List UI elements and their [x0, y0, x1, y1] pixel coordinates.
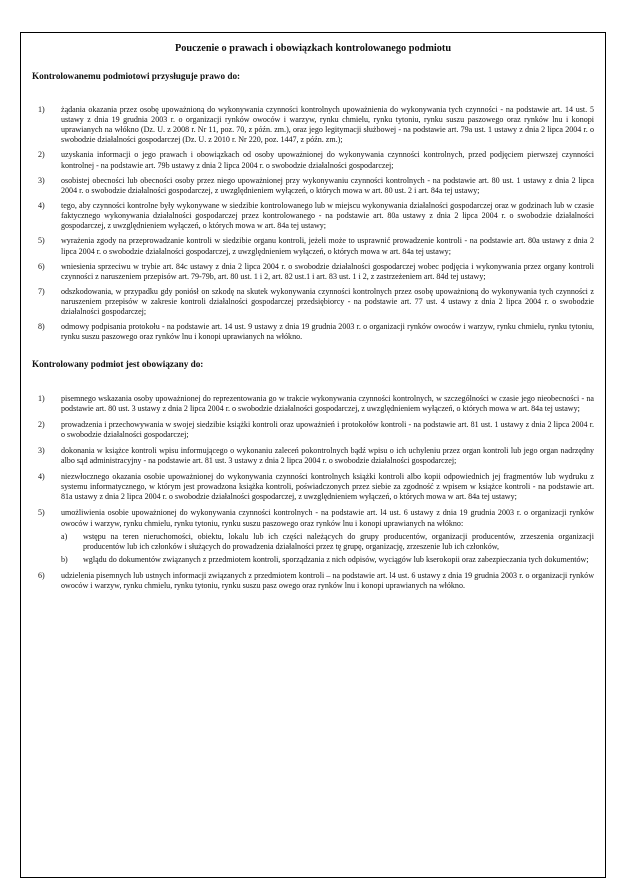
item-text: umożliwienia osobie upoważnionej do wykonywania czynności kontrolnych - na podstawie art. l4 ust. 6 ustawy z dnia 19 grudnia 2003 r. o organizacji rynków owoców i warzyw, rynku chmielu, rynku tytoniu, rynku suszu paszowego oraz rynków lnu i konopi uprawianych na włókno:	[61, 508, 594, 528]
item-number: 6)	[38, 570, 45, 580]
duties-item	[21, 508, 605, 565]
item-text: tego, aby czynności kontrolne były wykonywane w siedzibie kontrolowanego lub w miejscu wykonywania działalności gospodarczej oraz w godzinach lub w czasie faktycznego wykonywania działalności gospodarczej przez kontrolowanego - na podstawie art. 80a ustawy z dnia 2 lipca 2004 r. o swobodzie działalności gospodarczej, z uwzględnieniem wyłączeń, o których mowa w art. 84a tej ustawy;	[61, 201, 594, 231]
item-number: 3)	[38, 445, 45, 455]
item-text: wniesienia sprzeciwu w trybie art. 84c ustawy z dnia 2 lipca 2004 r. o swobodzie działalności gospodarczej wobec podjęcia i wykonywania przez organy kontroli czynności z naruszeniem przepisów art. 79-79b, art. 80 ust. 1 i 2, art. 82 ust.1 i art. 83 ust. 1 i 2, z zastrzeżeniem art. 84d tej ustawy;	[61, 261, 594, 281]
item-number: 5)	[38, 508, 45, 518]
item-text: wyrażenia zgody na przeprowadzanie kontroli w siedzibie organu kontroli, jeżeli może to usprawnić prowadzenie kontroli - na podstawie art. 80a ustawy z dnia 2 lipca 2004 r. o swobodzie działalności gospodarczej, z uwzględnieniem wyłączeń, o których mowa w art. 84a tej ustawy;	[61, 236, 594, 256]
item-text: żądania okazania przez osobę upoważnioną do wykonywania czynności kontrolnych upoważnienia do wykonywania tych czynności - na podstawie art. 14 ust. 5 ustawy z dnia 19 grudnia 2003 r. o organizacji rynków owoców i warzyw, rynku chmielu, rynku tytoniu, rynku suszu paszowego oraz rynków lnu i konopi uprawianych na włókno (Dz. U. z 2008 r. Nr 11, poz. 70, z późn. zm.), oraz jego legitymacji służbowej - na podstawie art. 79a ust. 1 ustawy z dnia 2 lipca 2004 r. o swobodzie działalności gospodarczej (Dz. U. z 2010 r. Nr 220, poz. 1447, z późn. zm.);	[61, 105, 594, 145]
item-text: prowadzenia i przechowywania w swojej siedzibie książki kontroli oraz upoważnień i protokołów kontroli - na podstawie art. 81 ust. 1 ustawy z dnia 2 lipca 2004 r. o swobodzie działalności gospodarczej;	[61, 419, 594, 439]
document-title: Pouczenie o prawach i obowiązkach kontrolowanego podmiotu	[174, 43, 452, 54]
rights-item	[21, 201, 605, 231]
item-text: udzielenia pisemnych lub ustnych informacji związanych z przedmiotem kontroli – na podstawie art. l4 ust. 6 ustawy z dnia 19 grudnia 2003 r. o organizacji rynków owoców i warzyw, rynku chmielu, rynku tytoniu, rynku suszu pasz owego oraz rynków lnu i konopi uprawianych na włókno.	[61, 570, 594, 591]
rights-item	[21, 176, 605, 196]
item-text: odmowy podpisania protokołu - na podstawie art. 14 ust. 9 ustawy z dnia 19 grudnia 2003 r. o organizacji rynków owoców i warzyw, rynku chmielu, rynku tytoniu, rynku suszu paszowego oraz rynków lnu i konopi uprawianych na włókno.	[61, 322, 594, 342]
document-frame	[20, 32, 606, 878]
duties-heading: Kontrolowany podmiot jest obowiązany do:	[32, 358, 204, 369]
item-text: odszkodowania, w przypadku gdy poniósł on szkodę na skutek wykonywania czynności kontrolnych przez osobę upoważnioną do wykonywania tych czynności z naruszeniem przepisów w zakresie kontroli działalności gospodarczej przedsiębiorcy - na podstawie art. 77 ust. 4 ustawy z dnia 2 lipca 2004 r. o swobodzie działalności gospodarczej;	[61, 286, 594, 317]
duties-item	[21, 394, 605, 415]
duties-item	[21, 571, 605, 592]
duties-sublist	[61, 532, 594, 566]
item-number: 1)	[38, 105, 45, 114]
rights-item	[21, 287, 605, 317]
rights-item	[21, 105, 605, 145]
item-number: 5)	[38, 236, 45, 246]
subitem-letter: a)	[61, 531, 68, 541]
subitem-text: wglądu do dokumentów związanych z przedmiotem kontroli, sporządzania z nich odpisów, wyciągów lub kserokopii oraz zabezpieczania tych dokumentów;	[83, 555, 589, 565]
item-number: 2)	[38, 419, 45, 429]
subitem-letter: b)	[61, 555, 68, 565]
duties-item	[21, 446, 605, 467]
item-text: osobistej obecności lub obecności osoby przez niego upoważnionej przy wykonywaniu czynności kontrolnych - na podstawie art. 80 ust. 1 ustawy z dnia 2 lipca 2004 r. o swobodzie działalności gospodarczej, z uwzględnieniem wyłączeń, o których mowa w art. 80 ust. 2 i art. 84a tej ustawy;	[61, 175, 594, 195]
item-number: 4)	[38, 201, 45, 211]
rights-item	[21, 262, 605, 282]
duties-subitem	[61, 532, 594, 553]
subitem-text: wstępu na teren nieruchomości, obiektu, lokalu lub ich części należących do grupy producentów, organizacji producentów, zrzeszenia organizacji producentów lub ich członków i służących do prowadzenia działalności przez tę grupę, organizację, zrzeszenie lub ich członków,	[83, 531, 594, 552]
item-number: 1)	[38, 393, 45, 403]
item-number: 6)	[38, 261, 45, 271]
item-number: 7)	[38, 286, 45, 296]
rights-item	[21, 236, 605, 256]
item-number: 8)	[38, 322, 45, 332]
duties-item	[21, 420, 605, 441]
item-text: pisemnego wskazania osoby upoważnionej do reprezentowania go w trakcie wykonywania czynności kontrolnych, w szczególności w czasie jego nieobecności - na podstawie art. 80 ust. 3 ustawy z dnia 2 lipca 2004 r. o swobodzie działalności gospodarczej, z uwzględnieniem wyłączeń, o których mowa w art. 84a tej ustawy;	[61, 393, 594, 413]
item-text: uzyskania informacji o jego prawach i obowiązkach od osoby upoważnionej do wykonywania czynności kontrolnych, przed podjęciem pierwszej czynności kontrolnej - na podstawie art. 79b ustawy z dnia 2 lipca 2004 r. o swobodzie działalności gospodarczej;	[61, 150, 594, 170]
rights-list	[21, 105, 605, 343]
item-text: dokonania w książce kontroli wpisu informującego o wykonaniu zaleceń pokontrolnych bądź wpisu o ich uchyleniu przez organ kontroli lub jego organ nadrzędny albo sąd administracyjny - na podstawie art. 81 ust. 3 ustawy z dnia 2 lipca 2004 r. o swobodzie działalności gospodarczej;	[61, 445, 594, 466]
item-text: niezwłocznego okazania osobie upoważnionej do wykonywania czynności kontrolnych książki kontroli albo kopii odpowiednich jej fragmentów lub wydruku z systemu informatycznego, w którym jest prowadzona książka kontroli, poświadczonych przez siebie za zgodność z wpisem w książce kontroli - na podstawie art. 81a ustawy z dnia 2 lipca 2004 r. o swobodzie działalności gospodarczej, z uwzględnieniem wyłączeń, o których mowa w art. 84a tej ustawy;	[61, 471, 594, 502]
item-number: 3)	[38, 175, 45, 185]
rights-item	[21, 322, 605, 342]
rights-item	[21, 150, 605, 170]
duties-subitem	[61, 555, 594, 565]
duties-list	[21, 394, 605, 592]
item-number: 4)	[38, 471, 45, 481]
rights-heading: Kontrolowanemu podmiotowi przysługuje prawo do:	[32, 71, 241, 81]
duties-item	[21, 472, 605, 503]
item-number: 2)	[38, 150, 45, 160]
